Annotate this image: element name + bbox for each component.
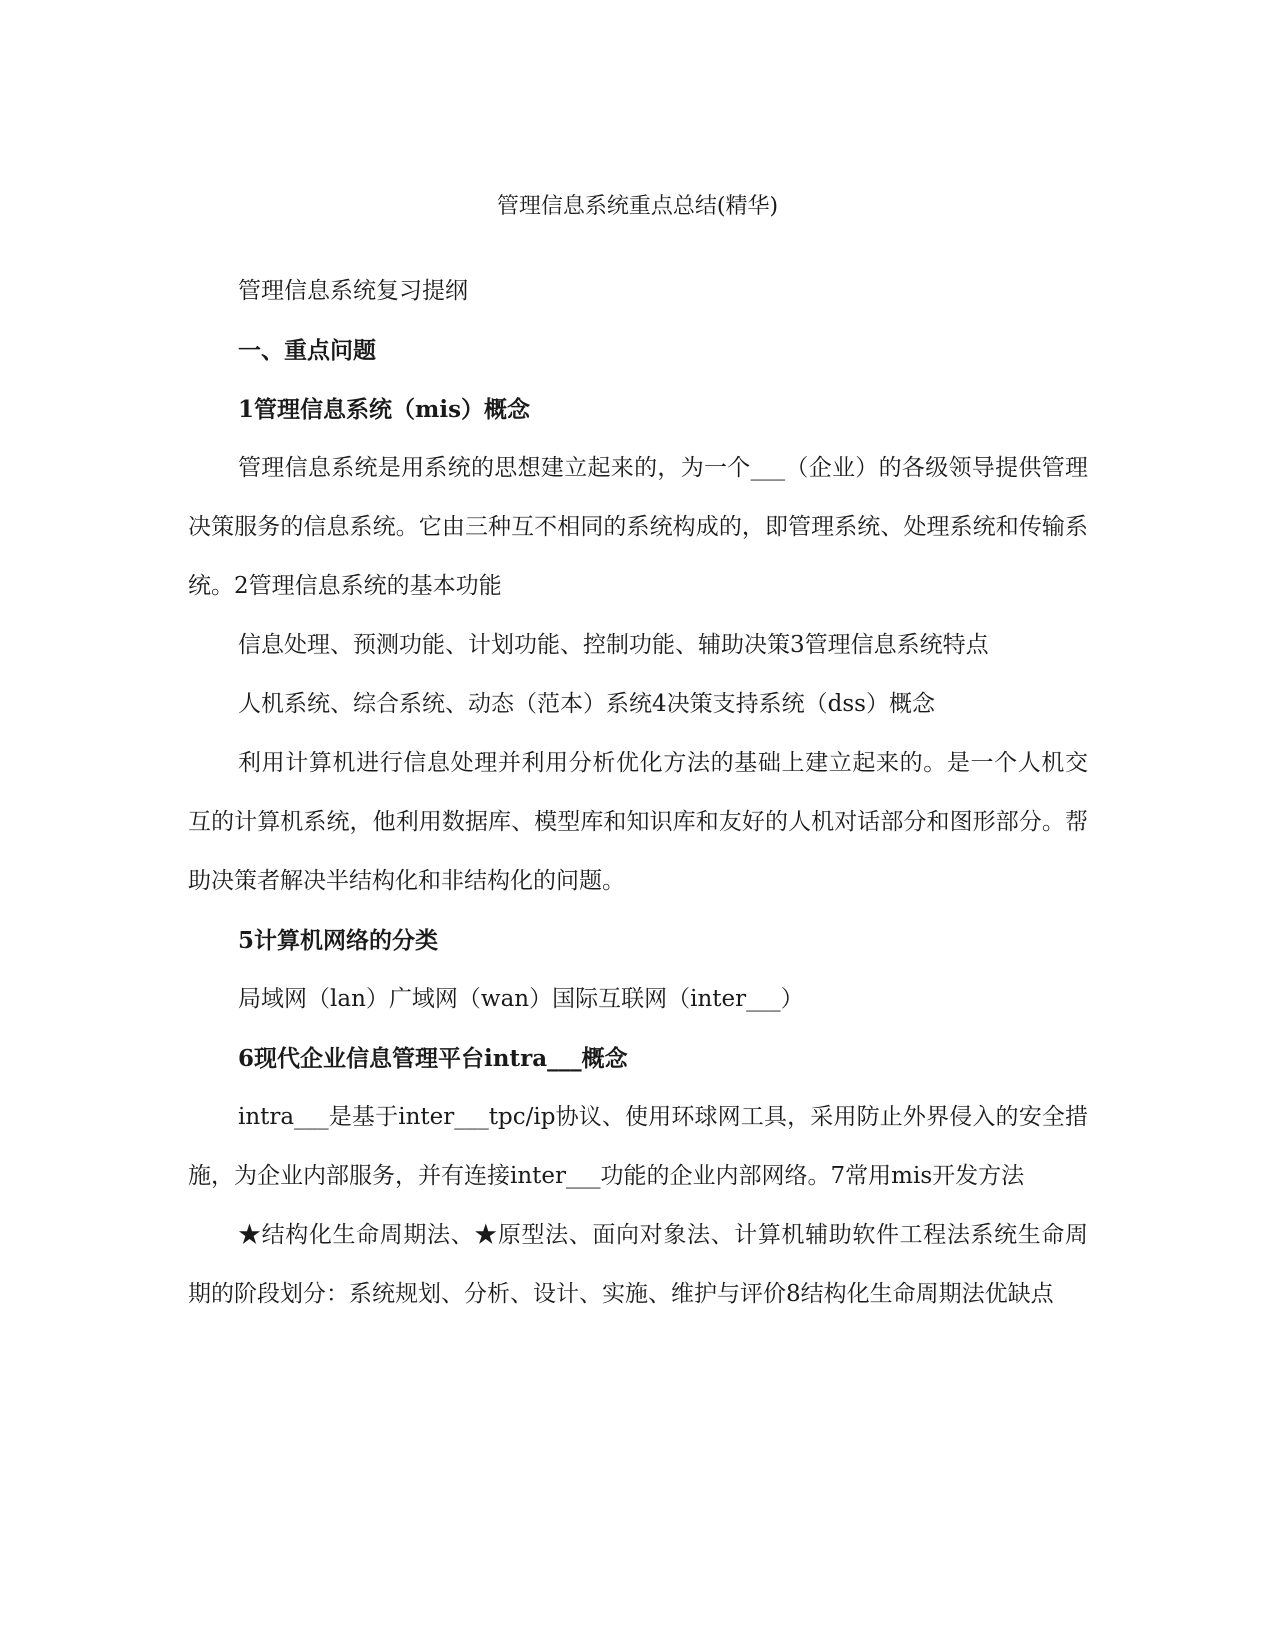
- paragraph-outline: 管理信息系统复习提纲: [238, 278, 468, 304]
- paragraph-mis-definition: 管理信息系统是用系统的思想建立起来的，为一个___（企业）的各级领导提供管理决策服务的信息系统。它由三种互不相同的系统构成的，即管理系统、处理系统和传输系统。2管理信息系统的基本功能: [188, 455, 1088, 599]
- paragraph-dev-methods: ★结构化生命周期法、★原型法、面向对象法、计算机辅助软件工程法系统生命周期的阶段划分：系统规划、分析、设计、实施、维护与评价8结构化生命周期法优缺点: [188, 1222, 1088, 1307]
- heading-intranet-concept: 6现代企业信息管理平台intra___概念: [238, 1045, 628, 1072]
- paragraph-dss-definition: 利用计算机进行信息处理并利用分析优化方法的基础上建立起来的。是一个人机交互的计算机系统，他利用数据库、模型库和知识库和友好的人机对话部分和图形部分。帮助决策者解决半结构化和非结构化的问题。: [188, 750, 1088, 894]
- heading-mis-concept: 1管理信息系统（mis）概念: [238, 396, 531, 423]
- paragraph-mis-features: 人机系统、综合系统、动态（范本）系统4决策支持系统（dss）概念: [238, 691, 935, 717]
- heading-network-types: 5计算机网络的分类: [238, 927, 439, 954]
- document-title: 管理信息系统重点总结(精华): [496, 194, 779, 219]
- paragraph-mis-functions: 信息处理、预测功能、计划功能、控制功能、辅助决策3管理信息系统特点: [238, 632, 989, 658]
- paragraph-network-types: 局域网（lan）广域网（wan）国际互联网（inter___）: [238, 986, 804, 1012]
- paragraph-intranet-definition: intra___是基于inter___tpc/ip协议、使用环球网工具，采用防止外界侵入的安全措施，为企业内部服务，并有连接inter___功能的企业内部网络。7常用mis开发方法: [188, 1104, 1088, 1189]
- heading-key-issues: 一、重点问题: [238, 337, 376, 364]
- document-body: [188, 262, 1088, 1324]
